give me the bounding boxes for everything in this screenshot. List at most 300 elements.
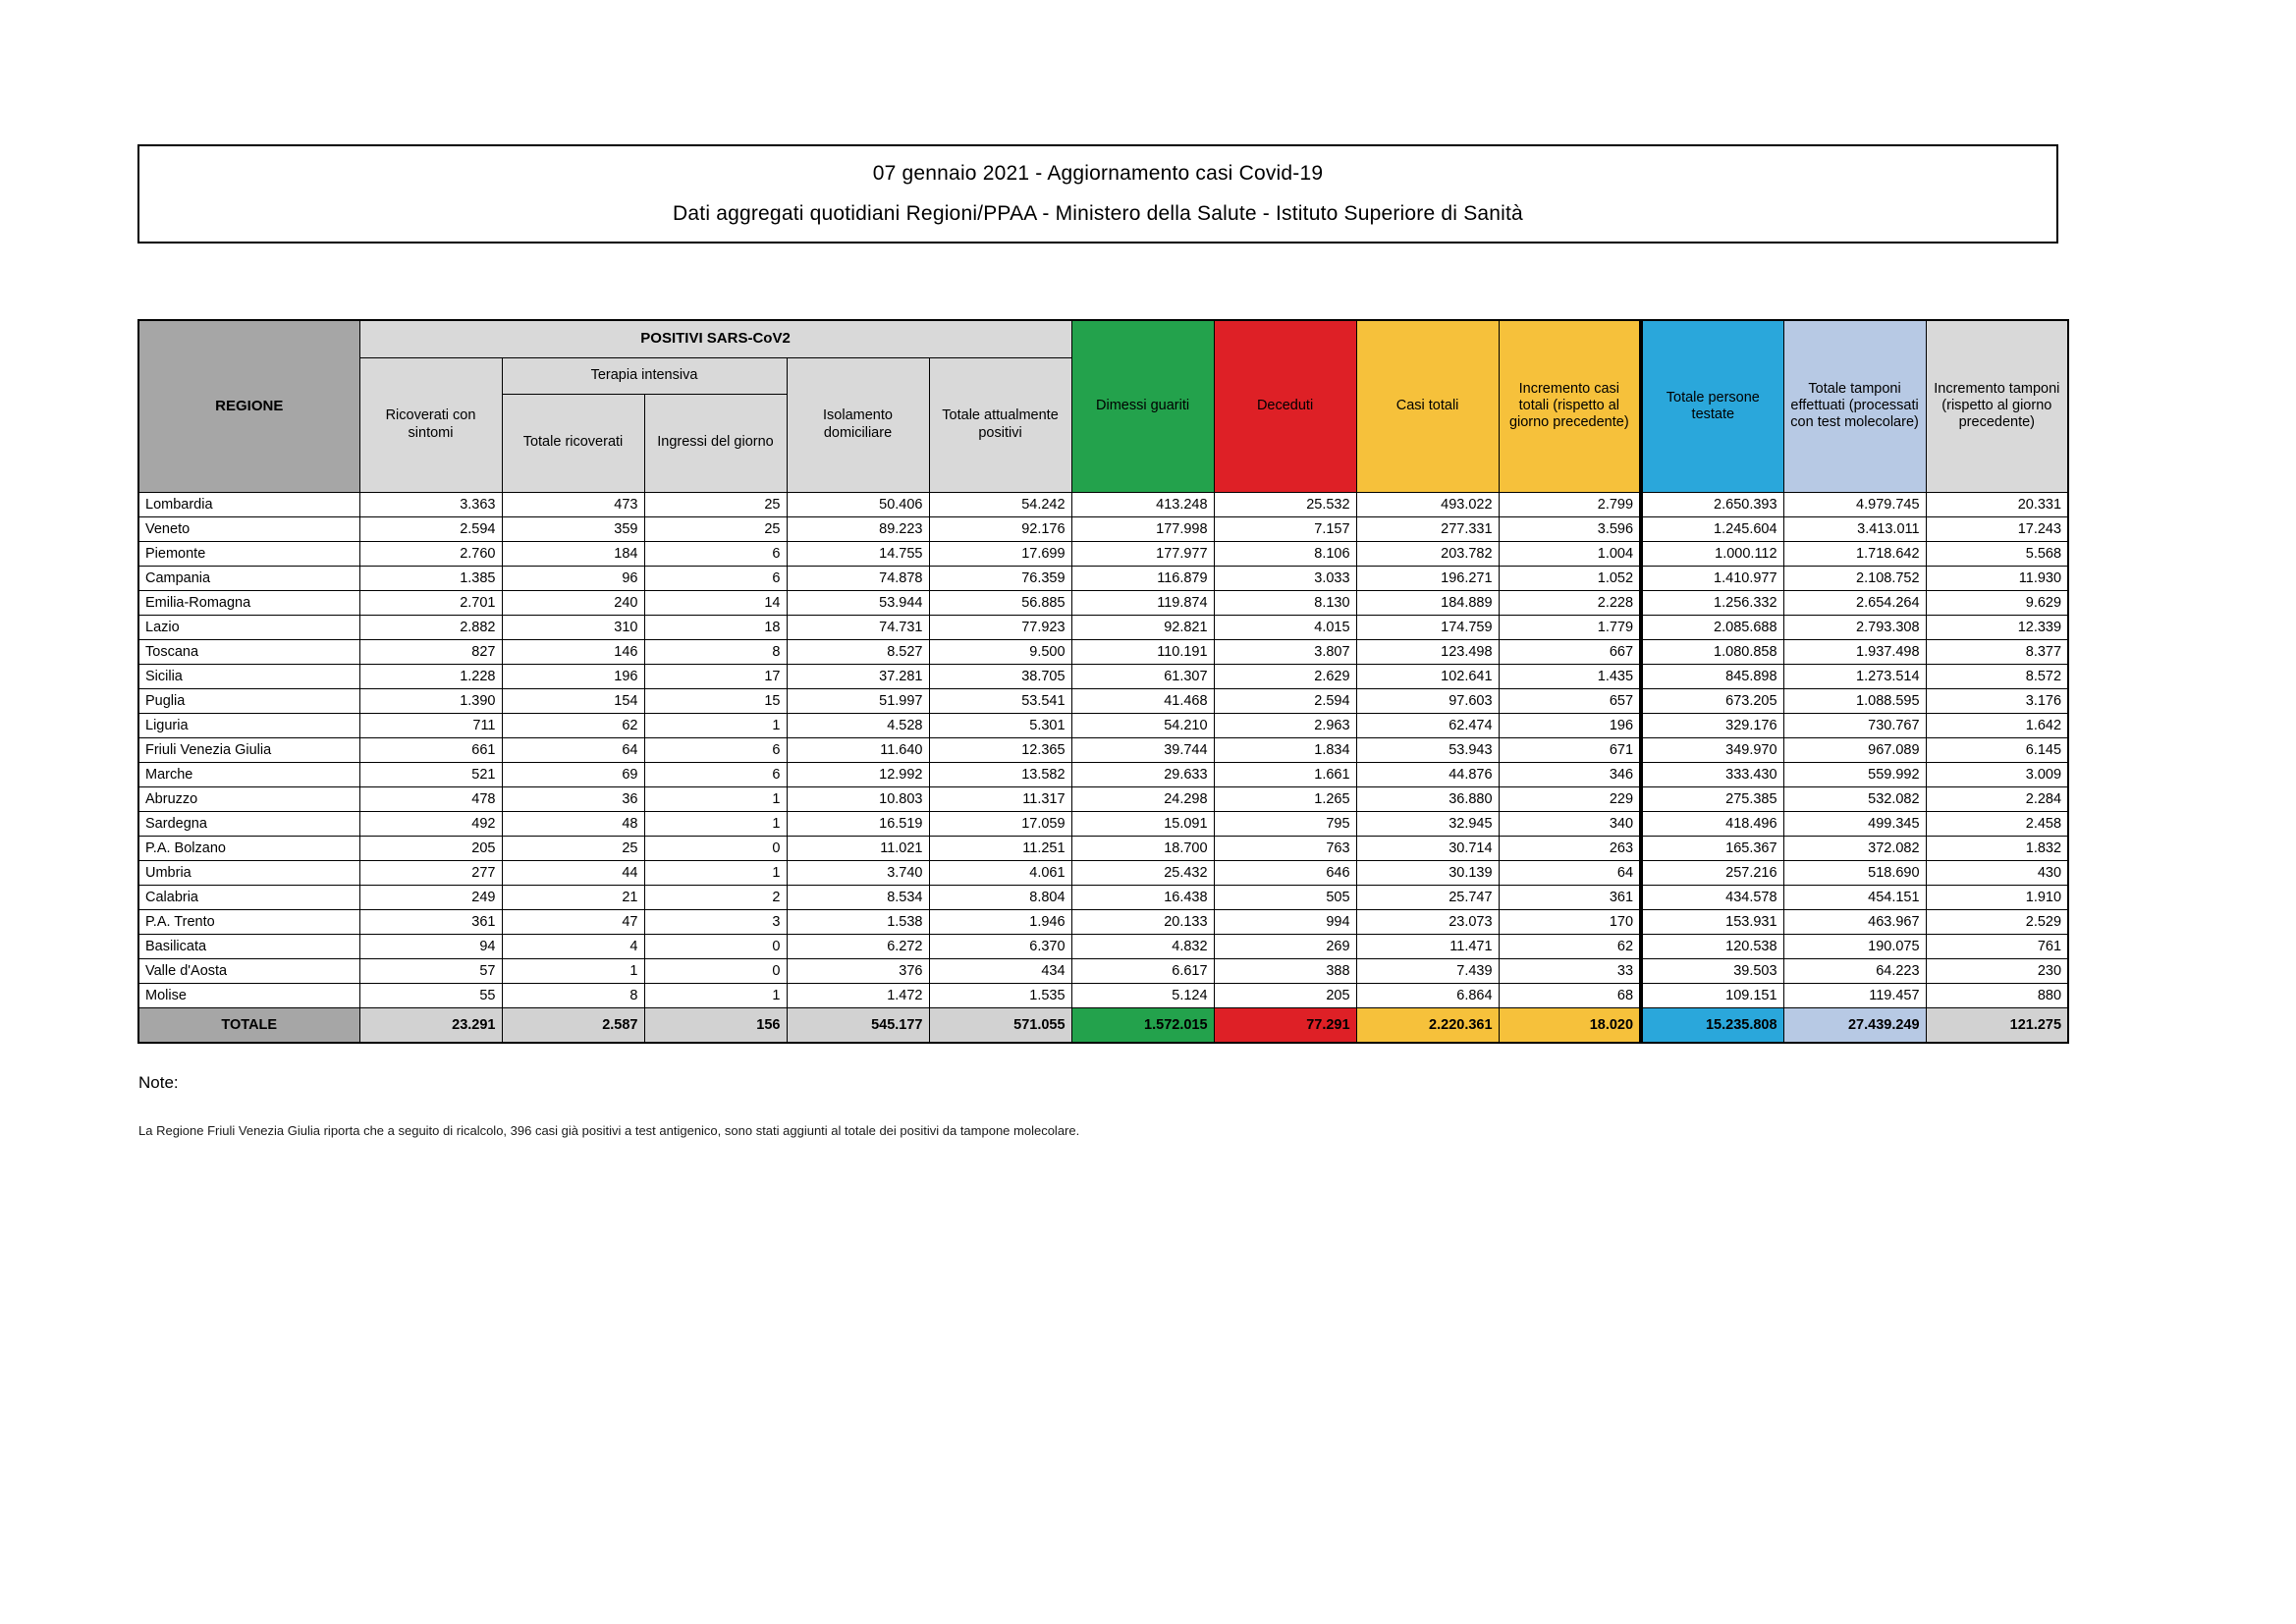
- value-cell: 62.474: [1356, 713, 1499, 737]
- value-cell: 12.339: [1926, 615, 2068, 639]
- table-row: [138, 762, 2068, 786]
- value-cell: 263: [1499, 836, 1641, 860]
- value-cell: 880: [1926, 983, 2068, 1007]
- table-row: [138, 983, 2068, 1007]
- value-cell: 190.075: [1783, 934, 1926, 958]
- value-cell: 184: [502, 541, 644, 566]
- value-cell: 1.435: [1499, 664, 1641, 688]
- value-cell: 1.228: [359, 664, 502, 688]
- table-row: [138, 541, 2068, 566]
- value-cell: 119.874: [1071, 590, 1214, 615]
- col-header-incremento-casi: Incremento casi totali (rispetto al giorno precedente): [1499, 320, 1641, 492]
- value-cell: 0: [644, 958, 787, 983]
- value-cell: 4: [502, 934, 644, 958]
- table-row: [138, 639, 2068, 664]
- value-cell: 13.582: [929, 762, 1071, 786]
- value-cell: 1: [644, 860, 787, 885]
- table-row: [138, 786, 2068, 811]
- value-cell: 413.248: [1071, 492, 1214, 516]
- region-cell: Marche: [138, 762, 359, 786]
- value-cell: 673.205: [1641, 688, 1783, 713]
- value-cell: 196: [1499, 713, 1641, 737]
- value-cell: 1.937.498: [1783, 639, 1926, 664]
- value-cell: 38.705: [929, 664, 1071, 688]
- value-cell: 25.432: [1071, 860, 1214, 885]
- value-cell: 32.945: [1356, 811, 1499, 836]
- value-cell: 94: [359, 934, 502, 958]
- value-cell: 8.106: [1214, 541, 1356, 566]
- value-cell: 2.594: [359, 516, 502, 541]
- total-value-cell: 2.587: [502, 1007, 644, 1043]
- value-cell: 123.498: [1356, 639, 1499, 664]
- total-value-cell: 2.220.361: [1356, 1007, 1499, 1043]
- value-cell: 463.967: [1783, 909, 1926, 934]
- value-cell: 20.331: [1926, 492, 2068, 516]
- value-cell: 827: [359, 639, 502, 664]
- value-cell: 8: [644, 639, 787, 664]
- region-cell: Puglia: [138, 688, 359, 713]
- value-cell: 730.767: [1783, 713, 1926, 737]
- value-cell: 329.176: [1641, 713, 1783, 737]
- value-cell: 174.759: [1356, 615, 1499, 639]
- value-cell: 25.747: [1356, 885, 1499, 909]
- value-cell: 1.410.977: [1641, 566, 1783, 590]
- value-cell: 763: [1214, 836, 1356, 860]
- value-cell: 74.731: [787, 615, 929, 639]
- value-cell: 177.977: [1071, 541, 1214, 566]
- region-cell: Calabria: [138, 885, 359, 909]
- region-cell: Piemonte: [138, 541, 359, 566]
- table-row: [138, 885, 2068, 909]
- total-row: [138, 1007, 2068, 1043]
- value-cell: 1.535: [929, 983, 1071, 1007]
- value-cell: 434: [929, 958, 1071, 983]
- table-body: [138, 492, 2068, 1007]
- total-value-cell: 18.020: [1499, 1007, 1641, 1043]
- value-cell: 1.080.858: [1641, 639, 1783, 664]
- value-cell: 359: [502, 516, 644, 541]
- value-cell: 17.059: [929, 811, 1071, 836]
- value-cell: 340: [1499, 811, 1641, 836]
- value-cell: 102.641: [1356, 664, 1499, 688]
- value-cell: 559.992: [1783, 762, 1926, 786]
- value-cell: 9.500: [929, 639, 1071, 664]
- value-cell: 89.223: [787, 516, 929, 541]
- value-cell: 257.216: [1641, 860, 1783, 885]
- table-row: [138, 909, 2068, 934]
- value-cell: 2.701: [359, 590, 502, 615]
- value-cell: 230: [1926, 958, 2068, 983]
- total-value-cell: 121.275: [1926, 1007, 2068, 1043]
- value-cell: 229: [1499, 786, 1641, 811]
- value-cell: 3.413.011: [1783, 516, 1926, 541]
- value-cell: 2.760: [359, 541, 502, 566]
- table-row: [138, 566, 2068, 590]
- value-cell: 8.572: [1926, 664, 2068, 688]
- value-cell: 97.603: [1356, 688, 1499, 713]
- table-row: [138, 860, 2068, 885]
- notes-heading: Note:: [138, 1073, 179, 1092]
- table-row: [138, 492, 2068, 516]
- col-header-tamponi-effettuati: Totale tamponi effettuati (processati con test molecolare): [1783, 320, 1926, 492]
- value-cell: 277.331: [1356, 516, 1499, 541]
- value-cell: 170: [1499, 909, 1641, 934]
- value-cell: 18: [644, 615, 787, 639]
- col-header-persone-testate: Totale persone testate: [1641, 320, 1783, 492]
- value-cell: 1.088.595: [1783, 688, 1926, 713]
- value-cell: 30.139: [1356, 860, 1499, 885]
- value-cell: 48: [502, 811, 644, 836]
- region-cell: Basilicata: [138, 934, 359, 958]
- col-header-dimessi-guariti: Dimessi guariti: [1071, 320, 1214, 492]
- value-cell: 47: [502, 909, 644, 934]
- value-cell: 518.690: [1783, 860, 1926, 885]
- value-cell: 1: [644, 713, 787, 737]
- value-cell: 492: [359, 811, 502, 836]
- value-cell: 196: [502, 664, 644, 688]
- value-cell: 64: [1499, 860, 1641, 885]
- value-cell: 55: [359, 983, 502, 1007]
- value-cell: 203.782: [1356, 541, 1499, 566]
- value-cell: 2.085.688: [1641, 615, 1783, 639]
- value-cell: 8: [502, 983, 644, 1007]
- value-cell: 3.740: [787, 860, 929, 885]
- value-cell: 120.538: [1641, 934, 1783, 958]
- value-cell: 473: [502, 492, 644, 516]
- col-header-ricoverati-sintomi: Ricoverati con sintomi: [359, 357, 502, 492]
- value-cell: 74.878: [787, 566, 929, 590]
- value-cell: 2.882: [359, 615, 502, 639]
- value-cell: 277: [359, 860, 502, 885]
- value-cell: 1: [644, 786, 787, 811]
- value-cell: 372.082: [1783, 836, 1926, 860]
- value-cell: 33: [1499, 958, 1641, 983]
- col-group-terapia-intensiva: Terapia intensiva: [502, 357, 787, 394]
- value-cell: 205: [1214, 983, 1356, 1007]
- value-cell: 54.210: [1071, 713, 1214, 737]
- value-cell: 44: [502, 860, 644, 885]
- value-cell: 20.133: [1071, 909, 1214, 934]
- value-cell: 6: [644, 762, 787, 786]
- region-cell: Valle d'Aosta: [138, 958, 359, 983]
- value-cell: 2.228: [1499, 590, 1641, 615]
- header-row-groups: [138, 320, 2068, 357]
- value-cell: 1: [644, 983, 787, 1007]
- value-cell: 249: [359, 885, 502, 909]
- value-cell: 6.864: [1356, 983, 1499, 1007]
- region-cell: Friuli Venezia Giulia: [138, 737, 359, 762]
- value-cell: 9.629: [1926, 590, 2068, 615]
- value-cell: 36.880: [1356, 786, 1499, 811]
- value-cell: 5.124: [1071, 983, 1214, 1007]
- value-cell: 3.033: [1214, 566, 1356, 590]
- value-cell: 146: [502, 639, 644, 664]
- region-cell: Liguria: [138, 713, 359, 737]
- value-cell: 17: [644, 664, 787, 688]
- table-row: [138, 934, 2068, 958]
- value-cell: 4.832: [1071, 934, 1214, 958]
- value-cell: 15.091: [1071, 811, 1214, 836]
- value-cell: 2.963: [1214, 713, 1356, 737]
- value-cell: 109.151: [1641, 983, 1783, 1007]
- col-header-totale-ricoverati: Totale ricoverati: [502, 394, 644, 492]
- value-cell: 346: [1499, 762, 1641, 786]
- value-cell: 53.541: [929, 688, 1071, 713]
- page-subtitle: Dati aggregati quotidiani Regioni/PPAA - Ministero della Salute - Istituto Superiore di Sanità: [673, 201, 1523, 225]
- value-cell: 12.992: [787, 762, 929, 786]
- value-cell: 1.273.514: [1783, 664, 1926, 688]
- total-value-cell: 156: [644, 1007, 787, 1043]
- region-cell: Umbria: [138, 860, 359, 885]
- total-value-cell: 23.291: [359, 1007, 502, 1043]
- value-cell: 0: [644, 934, 787, 958]
- value-cell: 25.532: [1214, 492, 1356, 516]
- value-cell: 16.519: [787, 811, 929, 836]
- value-cell: 62: [502, 713, 644, 737]
- col-group-positivi: POSITIVI SARS-CoV2: [359, 320, 1071, 357]
- value-cell: 795: [1214, 811, 1356, 836]
- value-cell: 2.594: [1214, 688, 1356, 713]
- value-cell: 2.650.393: [1641, 492, 1783, 516]
- value-cell: 240: [502, 590, 644, 615]
- total-label-cell: TOTALE: [138, 1007, 359, 1043]
- region-cell: Campania: [138, 566, 359, 590]
- value-cell: 11.251: [929, 836, 1071, 860]
- value-cell: 17.699: [929, 541, 1071, 566]
- region-cell: P.A. Bolzano: [138, 836, 359, 860]
- value-cell: 711: [359, 713, 502, 737]
- value-cell: 41.468: [1071, 688, 1214, 713]
- value-cell: 7.157: [1214, 516, 1356, 541]
- value-cell: 1.265: [1214, 786, 1356, 811]
- value-cell: 8.130: [1214, 590, 1356, 615]
- value-cell: 51.997: [787, 688, 929, 713]
- value-cell: 5.301: [929, 713, 1071, 737]
- table-row: [138, 811, 2068, 836]
- value-cell: 388: [1214, 958, 1356, 983]
- value-cell: 3.009: [1926, 762, 2068, 786]
- value-cell: 493.022: [1356, 492, 1499, 516]
- value-cell: 376: [787, 958, 929, 983]
- value-cell: 53.943: [1356, 737, 1499, 762]
- value-cell: 8.534: [787, 885, 929, 909]
- value-cell: 418.496: [1641, 811, 1783, 836]
- value-cell: 1.661: [1214, 762, 1356, 786]
- value-cell: 2.654.264: [1783, 590, 1926, 615]
- value-cell: 11.640: [787, 737, 929, 762]
- col-header-deceduti: Deceduti: [1214, 320, 1356, 492]
- value-cell: 50.406: [787, 492, 929, 516]
- value-cell: 11.471: [1356, 934, 1499, 958]
- value-cell: 430: [1926, 860, 2068, 885]
- total-value-cell: 1.572.015: [1071, 1007, 1214, 1043]
- value-cell: 4.015: [1214, 615, 1356, 639]
- value-cell: 11.930: [1926, 566, 2068, 590]
- value-cell: 8.527: [787, 639, 929, 664]
- value-cell: 1.642: [1926, 713, 2068, 737]
- value-cell: 845.898: [1641, 664, 1783, 688]
- value-cell: 11.317: [929, 786, 1071, 811]
- value-cell: 1.000.112: [1641, 541, 1783, 566]
- value-cell: 6.145: [1926, 737, 2068, 762]
- value-cell: 361: [359, 909, 502, 934]
- value-cell: 177.998: [1071, 516, 1214, 541]
- value-cell: 6: [644, 566, 787, 590]
- value-cell: 69: [502, 762, 644, 786]
- value-cell: 5.568: [1926, 541, 2068, 566]
- value-cell: 269: [1214, 934, 1356, 958]
- region-cell: Abruzzo: [138, 786, 359, 811]
- value-cell: 3.596: [1499, 516, 1641, 541]
- table-row: [138, 516, 2068, 541]
- value-cell: 205: [359, 836, 502, 860]
- value-cell: 25: [502, 836, 644, 860]
- value-cell: 96: [502, 566, 644, 590]
- value-cell: 196.271: [1356, 566, 1499, 590]
- value-cell: 2.458: [1926, 811, 2068, 836]
- value-cell: 1: [502, 958, 644, 983]
- value-cell: 521: [359, 762, 502, 786]
- col-header-incremento-tamponi: Incremento tamponi (rispetto al giorno precedente): [1926, 320, 2068, 492]
- value-cell: 3.807: [1214, 639, 1356, 664]
- col-header-totale-positivi: Totale attualmente positivi: [929, 357, 1071, 492]
- value-cell: 1.779: [1499, 615, 1641, 639]
- value-cell: 10.803: [787, 786, 929, 811]
- value-cell: 1.390: [359, 688, 502, 713]
- value-cell: 532.082: [1783, 786, 1926, 811]
- value-cell: 1.052: [1499, 566, 1641, 590]
- table-row: [138, 836, 2068, 860]
- value-cell: 153.931: [1641, 909, 1783, 934]
- region-cell: Lazio: [138, 615, 359, 639]
- value-cell: 92.821: [1071, 615, 1214, 639]
- value-cell: 8.377: [1926, 639, 2068, 664]
- region-cell: Lombardia: [138, 492, 359, 516]
- total-value-cell: 545.177: [787, 1007, 929, 1043]
- value-cell: 3: [644, 909, 787, 934]
- value-cell: 1.245.604: [1641, 516, 1783, 541]
- value-cell: 25: [644, 516, 787, 541]
- table-row: [138, 590, 2068, 615]
- value-cell: 37.281: [787, 664, 929, 688]
- value-cell: 1.834: [1214, 737, 1356, 762]
- total-value-cell: 27.439.249: [1783, 1007, 1926, 1043]
- value-cell: 661: [359, 737, 502, 762]
- title-box: [137, 144, 2058, 244]
- col-header-ingressi-giorno: Ingressi del giorno: [644, 394, 787, 492]
- value-cell: 16.438: [1071, 885, 1214, 909]
- value-cell: 349.970: [1641, 737, 1783, 762]
- value-cell: 478: [359, 786, 502, 811]
- col-header-isolamento-domiciliare: Isolamento domiciliare: [787, 357, 929, 492]
- value-cell: 68: [1499, 983, 1641, 1007]
- value-cell: 3.176: [1926, 688, 2068, 713]
- value-cell: 6: [644, 541, 787, 566]
- col-header-regione: REGIONE: [138, 320, 359, 492]
- value-cell: 29.633: [1071, 762, 1214, 786]
- value-cell: 1.718.642: [1783, 541, 1926, 566]
- value-cell: 2.108.752: [1783, 566, 1926, 590]
- value-cell: 1.385: [359, 566, 502, 590]
- value-cell: 454.151: [1783, 885, 1926, 909]
- value-cell: 18.700: [1071, 836, 1214, 860]
- value-cell: 2.799: [1499, 492, 1641, 516]
- value-cell: 1.256.332: [1641, 590, 1783, 615]
- value-cell: 15: [644, 688, 787, 713]
- value-cell: 1.472: [787, 983, 929, 1007]
- table-row: [138, 713, 2068, 737]
- value-cell: 64.223: [1783, 958, 1926, 983]
- value-cell: 62: [1499, 934, 1641, 958]
- value-cell: 2.529: [1926, 909, 2068, 934]
- value-cell: 116.879: [1071, 566, 1214, 590]
- region-cell: P.A. Trento: [138, 909, 359, 934]
- value-cell: 0: [644, 836, 787, 860]
- table-footer: [138, 1007, 2068, 1043]
- region-cell: Sicilia: [138, 664, 359, 688]
- region-cell: Veneto: [138, 516, 359, 541]
- value-cell: 44.876: [1356, 762, 1499, 786]
- value-cell: 12.365: [929, 737, 1071, 762]
- value-cell: 2.629: [1214, 664, 1356, 688]
- value-cell: 4.979.745: [1783, 492, 1926, 516]
- value-cell: 184.889: [1356, 590, 1499, 615]
- value-cell: 36: [502, 786, 644, 811]
- value-cell: 2.793.308: [1783, 615, 1926, 639]
- value-cell: 23.073: [1356, 909, 1499, 934]
- value-cell: 1.910: [1926, 885, 2068, 909]
- value-cell: 17.243: [1926, 516, 2068, 541]
- value-cell: 56.885: [929, 590, 1071, 615]
- value-cell: 4.061: [929, 860, 1071, 885]
- value-cell: 967.089: [1783, 737, 1926, 762]
- total-value-cell: 77.291: [1214, 1007, 1356, 1043]
- value-cell: 92.176: [929, 516, 1071, 541]
- value-cell: 361: [1499, 885, 1641, 909]
- value-cell: 2.284: [1926, 786, 2068, 811]
- col-header-casi-totali: Casi totali: [1356, 320, 1499, 492]
- value-cell: 499.345: [1783, 811, 1926, 836]
- value-cell: 646: [1214, 860, 1356, 885]
- region-cell: Molise: [138, 983, 359, 1007]
- value-cell: 310: [502, 615, 644, 639]
- value-cell: 434.578: [1641, 885, 1783, 909]
- table-header: [138, 320, 2068, 492]
- value-cell: 1.538: [787, 909, 929, 934]
- value-cell: 64: [502, 737, 644, 762]
- value-cell: 14: [644, 590, 787, 615]
- value-cell: 165.367: [1641, 836, 1783, 860]
- table-row: [138, 737, 2068, 762]
- table-row: [138, 958, 2068, 983]
- value-cell: 6: [644, 737, 787, 762]
- page-title: 07 gennaio 2021 - Aggiornamento casi Covid-19: [872, 162, 1324, 186]
- value-cell: 1: [644, 811, 787, 836]
- table-row: [138, 664, 2068, 688]
- value-cell: 4.528: [787, 713, 929, 737]
- notes-body: La Regione Friuli Venezia Giulia riporta che a seguito di ricalcolo, 396 casi già positivi a test antigenico, sono stati aggiunti al totale dei positivi da tampone molecolare.: [138, 1123, 1080, 1138]
- value-cell: 25: [644, 492, 787, 516]
- value-cell: 11.021: [787, 836, 929, 860]
- value-cell: 333.430: [1641, 762, 1783, 786]
- region-cell: Sardegna: [138, 811, 359, 836]
- covid-data-table: [137, 319, 2069, 1044]
- region-cell: Emilia-Romagna: [138, 590, 359, 615]
- value-cell: 3.363: [359, 492, 502, 516]
- value-cell: 54.242: [929, 492, 1071, 516]
- value-cell: 39.744: [1071, 737, 1214, 762]
- value-cell: 671: [1499, 737, 1641, 762]
